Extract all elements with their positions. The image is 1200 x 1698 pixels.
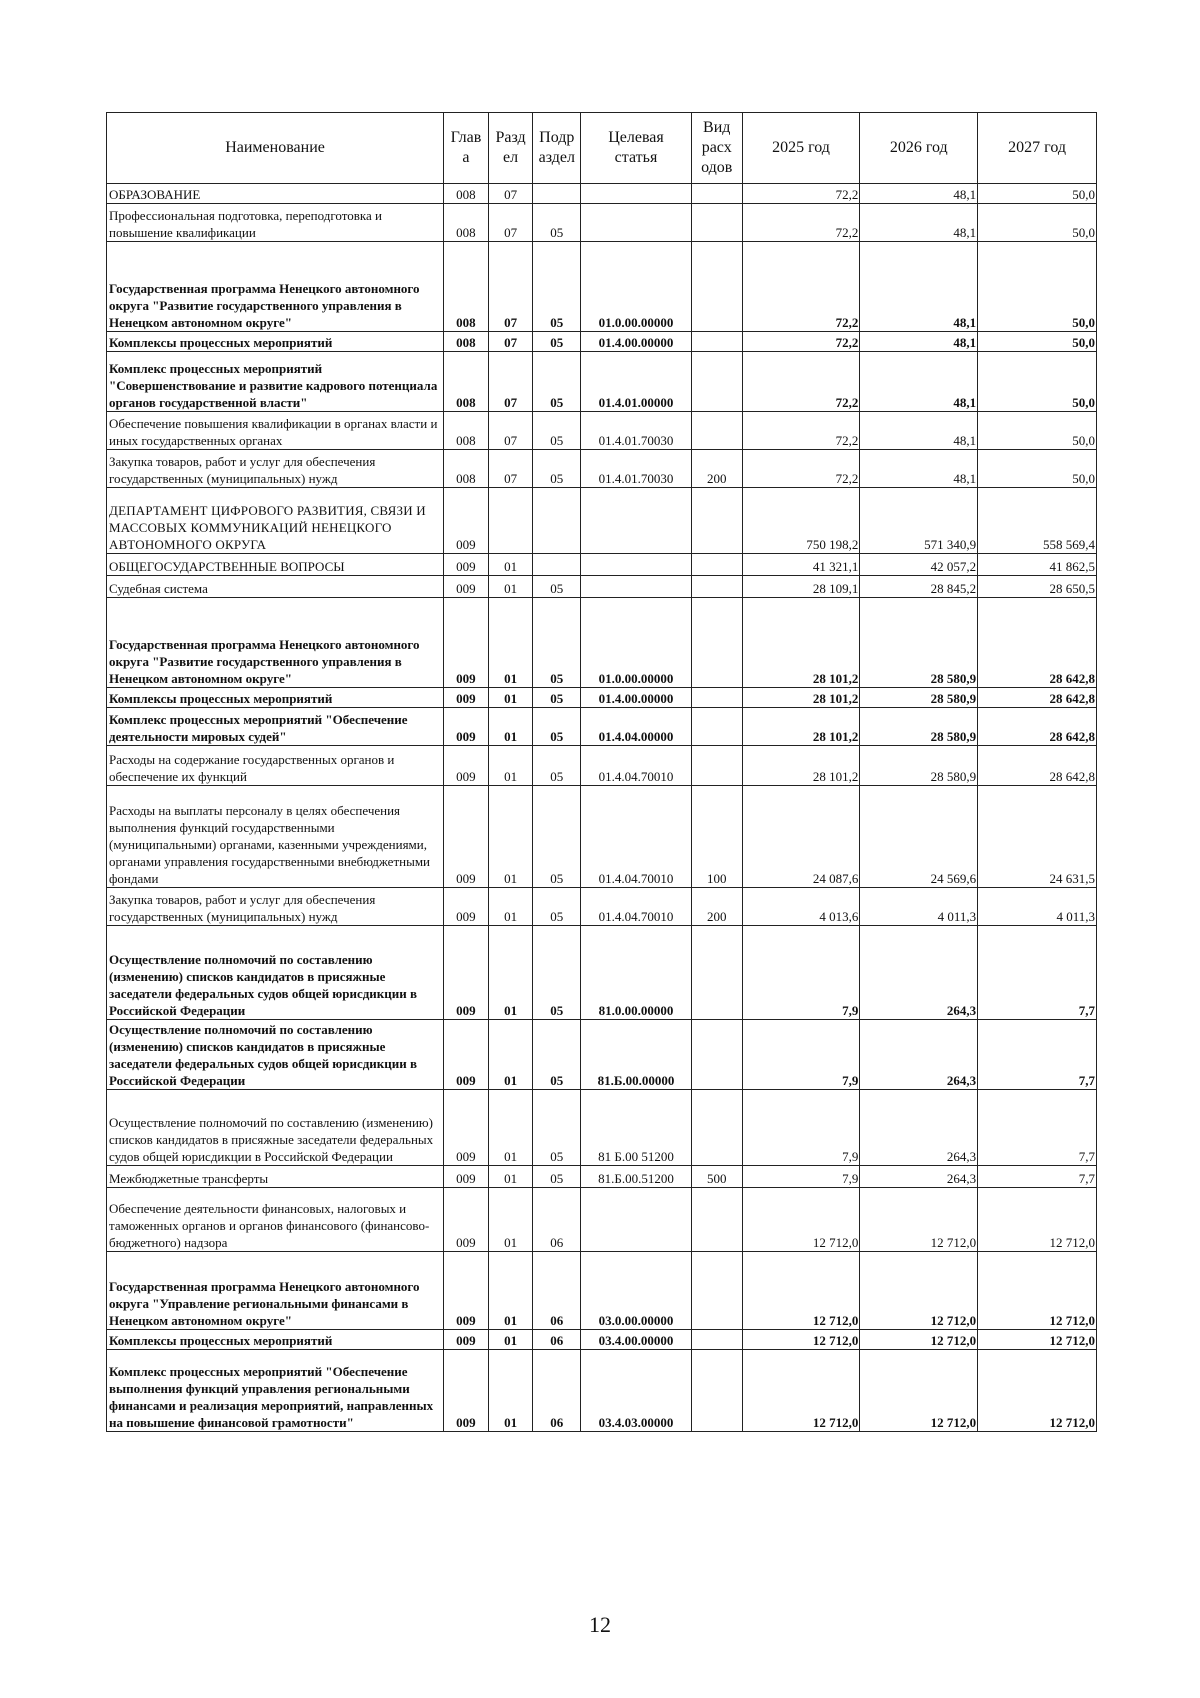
cell-cs: 03.0.00.00000	[581, 1252, 692, 1330]
cell-glava: 009	[444, 926, 489, 1020]
cell-podrazdel	[533, 554, 581, 576]
cell-podrazdel: 05	[533, 332, 581, 352]
cell-razdel: 01	[488, 1330, 533, 1350]
cell-y2026: 48,1	[860, 332, 978, 352]
cell-y2027: 50,0	[978, 332, 1097, 352]
cell-glava: 009	[444, 1020, 489, 1090]
cell-razdel: 01	[488, 1020, 533, 1090]
header-vid-rashodov: Вид расх одов	[691, 113, 742, 184]
cell-vr	[691, 1252, 742, 1330]
cell-y2025: 12 712,0	[742, 1188, 860, 1252]
cell-podrazdel: 06	[533, 1330, 581, 1350]
cell-glava: 009	[444, 488, 489, 554]
cell-y2025: 750 198,2	[742, 488, 860, 554]
cell-cs: 01.4.00.00000	[581, 332, 692, 352]
cell-y2025: 72,2	[742, 332, 860, 352]
cell-y2027: 7,7	[978, 1090, 1097, 1166]
table-row	[107, 204, 1097, 242]
cell-name: Профессиональная подготовка, переподготовка и повышение квалификации	[107, 204, 444, 242]
cell-razdel: 01	[488, 708, 533, 746]
cell-name: Закупка товаров, работ и услуг для обеспечения государственных (муниципальных) нужд	[107, 450, 444, 488]
cell-y2026: 264,3	[860, 926, 978, 1020]
cell-y2026: 48,1	[860, 204, 978, 242]
table-row	[107, 242, 1097, 332]
cell-cs: 01.0.00.00000	[581, 598, 692, 688]
cell-glava: 008	[444, 352, 489, 412]
cell-y2025: 12 712,0	[742, 1330, 860, 1350]
cell-y2025: 72,2	[742, 204, 860, 242]
cell-razdel: 07	[488, 412, 533, 450]
cell-y2025: 7,9	[742, 926, 860, 1020]
cell-razdel: 01	[488, 688, 533, 708]
cell-y2027: 28 642,8	[978, 688, 1097, 708]
cell-glava: 008	[444, 184, 489, 204]
cell-cs: 03.4.00.00000	[581, 1330, 692, 1350]
table-row	[107, 926, 1097, 1020]
cell-podrazdel: 05	[533, 242, 581, 332]
cell-razdel: 01	[488, 576, 533, 598]
cell-name: Обеспечение повышения квалификации в органах власти и иных государственных органах	[107, 412, 444, 450]
cell-y2026: 12 712,0	[860, 1252, 978, 1330]
cell-y2026: 48,1	[860, 450, 978, 488]
header-naimenovanie: Наименование	[107, 113, 444, 184]
cell-y2027: 558 569,4	[978, 488, 1097, 554]
cell-podrazdel: 06	[533, 1350, 581, 1432]
cell-cs: 81.0.00.00000	[581, 926, 692, 1020]
table-row	[107, 1252, 1097, 1330]
cell-glava: 008	[444, 412, 489, 450]
table-row	[107, 1188, 1097, 1252]
cell-podrazdel: 05	[533, 888, 581, 926]
cell-razdel: 01	[488, 598, 533, 688]
cell-y2027: 28 642,8	[978, 746, 1097, 786]
cell-cs	[581, 204, 692, 242]
cell-razdel: 07	[488, 450, 533, 488]
cell-glava: 009	[444, 1330, 489, 1350]
cell-y2025: 72,2	[742, 352, 860, 412]
cell-y2025: 12 712,0	[742, 1350, 860, 1432]
cell-vr	[691, 576, 742, 598]
cell-y2026: 28 580,9	[860, 598, 978, 688]
cell-cs: 01.0.00.00000	[581, 242, 692, 332]
cell-y2027: 12 712,0	[978, 1350, 1097, 1432]
cell-y2026: 28 580,9	[860, 746, 978, 786]
cell-name: Закупка товаров, работ и услуг для обеспечения государственных (муниципальных) нужд	[107, 888, 444, 926]
cell-y2026: 48,1	[860, 352, 978, 412]
cell-cs: 01.4.00.00000	[581, 688, 692, 708]
cell-podrazdel: 05	[533, 1090, 581, 1166]
cell-razdel: 07	[488, 332, 533, 352]
cell-podrazdel	[533, 488, 581, 554]
table-row	[107, 1090, 1097, 1166]
cell-razdel: 01	[488, 1252, 533, 1330]
cell-y2027: 12 712,0	[978, 1188, 1097, 1252]
cell-y2026: 42 057,2	[860, 554, 978, 576]
cell-razdel: 01	[488, 746, 533, 786]
cell-razdel: 07	[488, 204, 533, 242]
cell-y2027: 4 011,3	[978, 888, 1097, 926]
cell-y2026: 264,3	[860, 1090, 978, 1166]
cell-y2025: 7,9	[742, 1090, 860, 1166]
cell-y2025: 28 109,1	[742, 576, 860, 598]
cell-y2026: 12 712,0	[860, 1188, 978, 1252]
cell-name: Осуществление полномочий по составлению (изменению) списков кандидатов в присяжные заседатели федеральных судов общей юрисдикции в Российской Федерации	[107, 1090, 444, 1166]
cell-cs: 81.Б.00.00000	[581, 1020, 692, 1090]
cell-y2027: 50,0	[978, 184, 1097, 204]
cell-y2025: 24 087,6	[742, 786, 860, 888]
cell-vr	[691, 1090, 742, 1166]
cell-name: Государственная программа Ненецкого автономного округа "Развитие государственного управления в Ненецком автономном округе"	[107, 598, 444, 688]
header-2027: 2027 год	[978, 113, 1097, 184]
cell-cs	[581, 576, 692, 598]
cell-name: Комплекс процессных мероприятий "Совершенствование и развитие кадрового потенциала органов государственной власти"	[107, 352, 444, 412]
cell-glava: 009	[444, 708, 489, 746]
cell-glava: 009	[444, 554, 489, 576]
cell-cs: 81 Б.00 51200	[581, 1090, 692, 1166]
cell-vr	[691, 352, 742, 412]
cell-vr	[691, 204, 742, 242]
table-row	[107, 708, 1097, 746]
table-row	[107, 332, 1097, 352]
cell-y2026: 12 712,0	[860, 1350, 978, 1432]
cell-vr	[691, 184, 742, 204]
header-2026: 2026 год	[860, 113, 978, 184]
cell-podrazdel: 05	[533, 786, 581, 888]
cell-name: ДЕПАРТАМЕНТ ЦИФРОВОГО РАЗВИТИЯ, СВЯЗИ И МАССОВЫХ КОММУНИКАЦИЙ НЕНЕЦКОГО АВТОНОМНОГО ОКРУГА	[107, 488, 444, 554]
header-2025: 2025 год	[742, 113, 860, 184]
cell-podrazdel: 05	[533, 204, 581, 242]
cell-y2026: 264,3	[860, 1166, 978, 1188]
cell-vr	[691, 708, 742, 746]
cell-y2025: 28 101,2	[742, 598, 860, 688]
cell-vr	[691, 746, 742, 786]
cell-podrazdel: 05	[533, 576, 581, 598]
cell-y2027: 50,0	[978, 204, 1097, 242]
cell-cs: 01.4.04.70010	[581, 888, 692, 926]
cell-glava: 009	[444, 1188, 489, 1252]
header-glava: Глав а	[444, 113, 489, 184]
cell-name: Обеспечение деятельности финансовых, налоговых и таможенных органов и органов финансового (финансово-бюджетного) надзора	[107, 1188, 444, 1252]
cell-razdel: 01	[488, 1090, 533, 1166]
cell-razdel: 01	[488, 1188, 533, 1252]
cell-y2027: 50,0	[978, 412, 1097, 450]
cell-y2027: 28 642,8	[978, 708, 1097, 746]
cell-cs: 81.Б.00.51200	[581, 1166, 692, 1188]
cell-y2025: 72,2	[742, 412, 860, 450]
cell-glava: 009	[444, 1166, 489, 1188]
cell-cs	[581, 488, 692, 554]
cell-vr: 100	[691, 786, 742, 888]
cell-y2025: 28 101,2	[742, 688, 860, 708]
cell-y2027: 50,0	[978, 242, 1097, 332]
cell-y2026: 28 580,9	[860, 708, 978, 746]
table-body	[107, 184, 1097, 1432]
cell-y2026: 571 340,9	[860, 488, 978, 554]
cell-podrazdel: 05	[533, 412, 581, 450]
cell-podrazdel: 05	[533, 352, 581, 412]
cell-y2025: 28 101,2	[742, 708, 860, 746]
cell-vr	[691, 598, 742, 688]
cell-vr: 200	[691, 450, 742, 488]
cell-y2026: 48,1	[860, 184, 978, 204]
cell-name: Осуществление полномочий по составлению (изменению) списков кандидатов в присяжные заседатели федеральных судов общей юрисдикции в Российской Федерации	[107, 926, 444, 1020]
cell-y2027: 41 862,5	[978, 554, 1097, 576]
cell-podrazdel: 06	[533, 1252, 581, 1330]
cell-y2026: 24 569,6	[860, 786, 978, 888]
cell-razdel: 07	[488, 242, 533, 332]
cell-razdel: 01	[488, 926, 533, 1020]
cell-razdel: 01	[488, 786, 533, 888]
cell-y2025: 41 321,1	[742, 554, 860, 576]
cell-razdel: 01	[488, 888, 533, 926]
cell-y2027: 7,7	[978, 1166, 1097, 1188]
cell-podrazdel: 05	[533, 598, 581, 688]
cell-y2026: 12 712,0	[860, 1330, 978, 1350]
cell-y2027: 28 650,5	[978, 576, 1097, 598]
cell-vr: 200	[691, 888, 742, 926]
cell-cs: 01.4.04.70010	[581, 746, 692, 786]
cell-glava: 008	[444, 242, 489, 332]
table-row	[107, 184, 1097, 204]
header-row	[107, 113, 1097, 184]
cell-cs: 01.4.01.00000	[581, 352, 692, 412]
table-row	[107, 1330, 1097, 1350]
cell-glava: 009	[444, 888, 489, 926]
cell-vr	[691, 332, 742, 352]
cell-y2026: 48,1	[860, 412, 978, 450]
cell-y2025: 72,2	[742, 450, 860, 488]
cell-glava: 009	[444, 786, 489, 888]
cell-y2026: 4 011,3	[860, 888, 978, 926]
table-row	[107, 746, 1097, 786]
cell-vr	[691, 488, 742, 554]
cell-razdel: 07	[488, 352, 533, 412]
cell-razdel: 01	[488, 1350, 533, 1432]
cell-cs: 01.4.01.70030	[581, 412, 692, 450]
cell-vr	[691, 242, 742, 332]
cell-glava: 009	[444, 1350, 489, 1432]
cell-y2027: 7,7	[978, 1020, 1097, 1090]
cell-cs: 03.4.03.00000	[581, 1350, 692, 1432]
cell-cs: 01.4.04.70010	[581, 786, 692, 888]
cell-y2025: 28 101,2	[742, 746, 860, 786]
cell-podrazdel: 05	[533, 746, 581, 786]
cell-name: Расходы на выплаты персоналу в целях обеспечения выполнения функций государственными (муниципальными) органами, казенными учреждениями, органами управления государственными внебюджетными фондами	[107, 786, 444, 888]
cell-y2026: 264,3	[860, 1020, 978, 1090]
cell-y2027: 12 712,0	[978, 1252, 1097, 1330]
cell-podrazdel: 05	[533, 1166, 581, 1188]
table-row	[107, 598, 1097, 688]
header-podrazdel: Подр аздел	[533, 113, 581, 184]
cell-razdel	[488, 488, 533, 554]
cell-name: Судебная система	[107, 576, 444, 598]
cell-name: Осуществление полномочий по составлению (изменению) списков кандидатов в присяжные заседатели федеральных судов общей юрисдикции в Российской Федерации	[107, 1020, 444, 1090]
table-row	[107, 786, 1097, 888]
cell-vr	[691, 1330, 742, 1350]
cell-name: Расходы на содержание государственных органов и обеспечение их функций	[107, 746, 444, 786]
cell-y2027: 50,0	[978, 450, 1097, 488]
cell-cs	[581, 554, 692, 576]
table-row	[107, 688, 1097, 708]
cell-cs	[581, 1188, 692, 1252]
cell-podrazdel: 05	[533, 450, 581, 488]
page-number: 12	[589, 1612, 611, 1637]
cell-name: Комплекс процессных мероприятий "Обеспечение деятельности мировых судей"	[107, 708, 444, 746]
cell-glava: 008	[444, 332, 489, 352]
table-row	[107, 1350, 1097, 1432]
cell-y2027: 24 631,5	[978, 786, 1097, 888]
table-row	[107, 554, 1097, 576]
cell-vr: 500	[691, 1166, 742, 1188]
cell-razdel: 01	[488, 1166, 533, 1188]
cell-podrazdel: 05	[533, 1020, 581, 1090]
cell-glava: 009	[444, 1090, 489, 1166]
cell-podrazdel: 05	[533, 926, 581, 1020]
cell-y2027: 50,0	[978, 352, 1097, 412]
budget-table	[106, 112, 1097, 1432]
cell-name: ОБЩЕГОСУДАРСТВЕННЫЕ ВОПРОСЫ	[107, 554, 444, 576]
table-row	[107, 888, 1097, 926]
table-row	[107, 488, 1097, 554]
cell-name: Комплексы процессных мероприятий	[107, 688, 444, 708]
table-row	[107, 1020, 1097, 1090]
cell-y2025: 7,9	[742, 1020, 860, 1090]
cell-y2027: 12 712,0	[978, 1330, 1097, 1350]
cell-name: ОБРАЗОВАНИЕ	[107, 184, 444, 204]
cell-y2025: 7,9	[742, 1166, 860, 1188]
cell-y2027: 7,7	[978, 926, 1097, 1020]
cell-name: Комплексы процессных мероприятий	[107, 1330, 444, 1350]
cell-y2026: 28 845,2	[860, 576, 978, 598]
cell-y2027: 28 642,8	[978, 598, 1097, 688]
cell-vr	[691, 688, 742, 708]
cell-y2025: 72,2	[742, 184, 860, 204]
cell-y2026: 28 580,9	[860, 688, 978, 708]
cell-razdel: 01	[488, 554, 533, 576]
cell-vr	[691, 554, 742, 576]
cell-glava: 009	[444, 746, 489, 786]
cell-name: Комплекс процессных мероприятий "Обеспечение выполнения функций управления региональными финансами и реализация мероприятий, направленных на повышение финансовой грамотности"	[107, 1350, 444, 1432]
cell-glava: 008	[444, 204, 489, 242]
cell-y2025: 12 712,0	[742, 1252, 860, 1330]
cell-vr	[691, 1350, 742, 1432]
cell-vr	[691, 412, 742, 450]
header-celevaya-statya: Целевая статья	[581, 113, 692, 184]
cell-cs	[581, 184, 692, 204]
cell-y2025: 72,2	[742, 242, 860, 332]
cell-glava: 009	[444, 598, 489, 688]
cell-vr	[691, 1020, 742, 1090]
cell-y2025: 4 013,6	[742, 888, 860, 926]
header-razdel: Разд ел	[488, 113, 533, 184]
cell-name: Государственная программа Ненецкого автономного округа "Управление региональными финансами в Ненецком автономном округе"	[107, 1252, 444, 1330]
cell-glava: 009	[444, 1252, 489, 1330]
cell-podrazdel: 05	[533, 708, 581, 746]
table-row	[107, 412, 1097, 450]
table-row	[107, 576, 1097, 598]
cell-podrazdel	[533, 184, 581, 204]
cell-vr	[691, 926, 742, 1020]
cell-podrazdel: 05	[533, 688, 581, 708]
cell-name: Комплексы процессных мероприятий	[107, 332, 444, 352]
cell-y2026: 48,1	[860, 242, 978, 332]
cell-cs: 01.4.04.00000	[581, 708, 692, 746]
cell-name: Межбюджетные трансферты	[107, 1166, 444, 1188]
cell-podrazdel: 06	[533, 1188, 581, 1252]
cell-razdel: 07	[488, 184, 533, 204]
cell-name: Государственная программа Ненецкого автономного округа "Развитие государственного управления в Ненецком автономном округе"	[107, 242, 444, 332]
table-row	[107, 352, 1097, 412]
table-row	[107, 1166, 1097, 1188]
cell-cs: 01.4.01.70030	[581, 450, 692, 488]
cell-glava: 009	[444, 688, 489, 708]
cell-glava: 008	[444, 450, 489, 488]
cell-glava: 009	[444, 576, 489, 598]
cell-vr	[691, 1188, 742, 1252]
table-row	[107, 450, 1097, 488]
